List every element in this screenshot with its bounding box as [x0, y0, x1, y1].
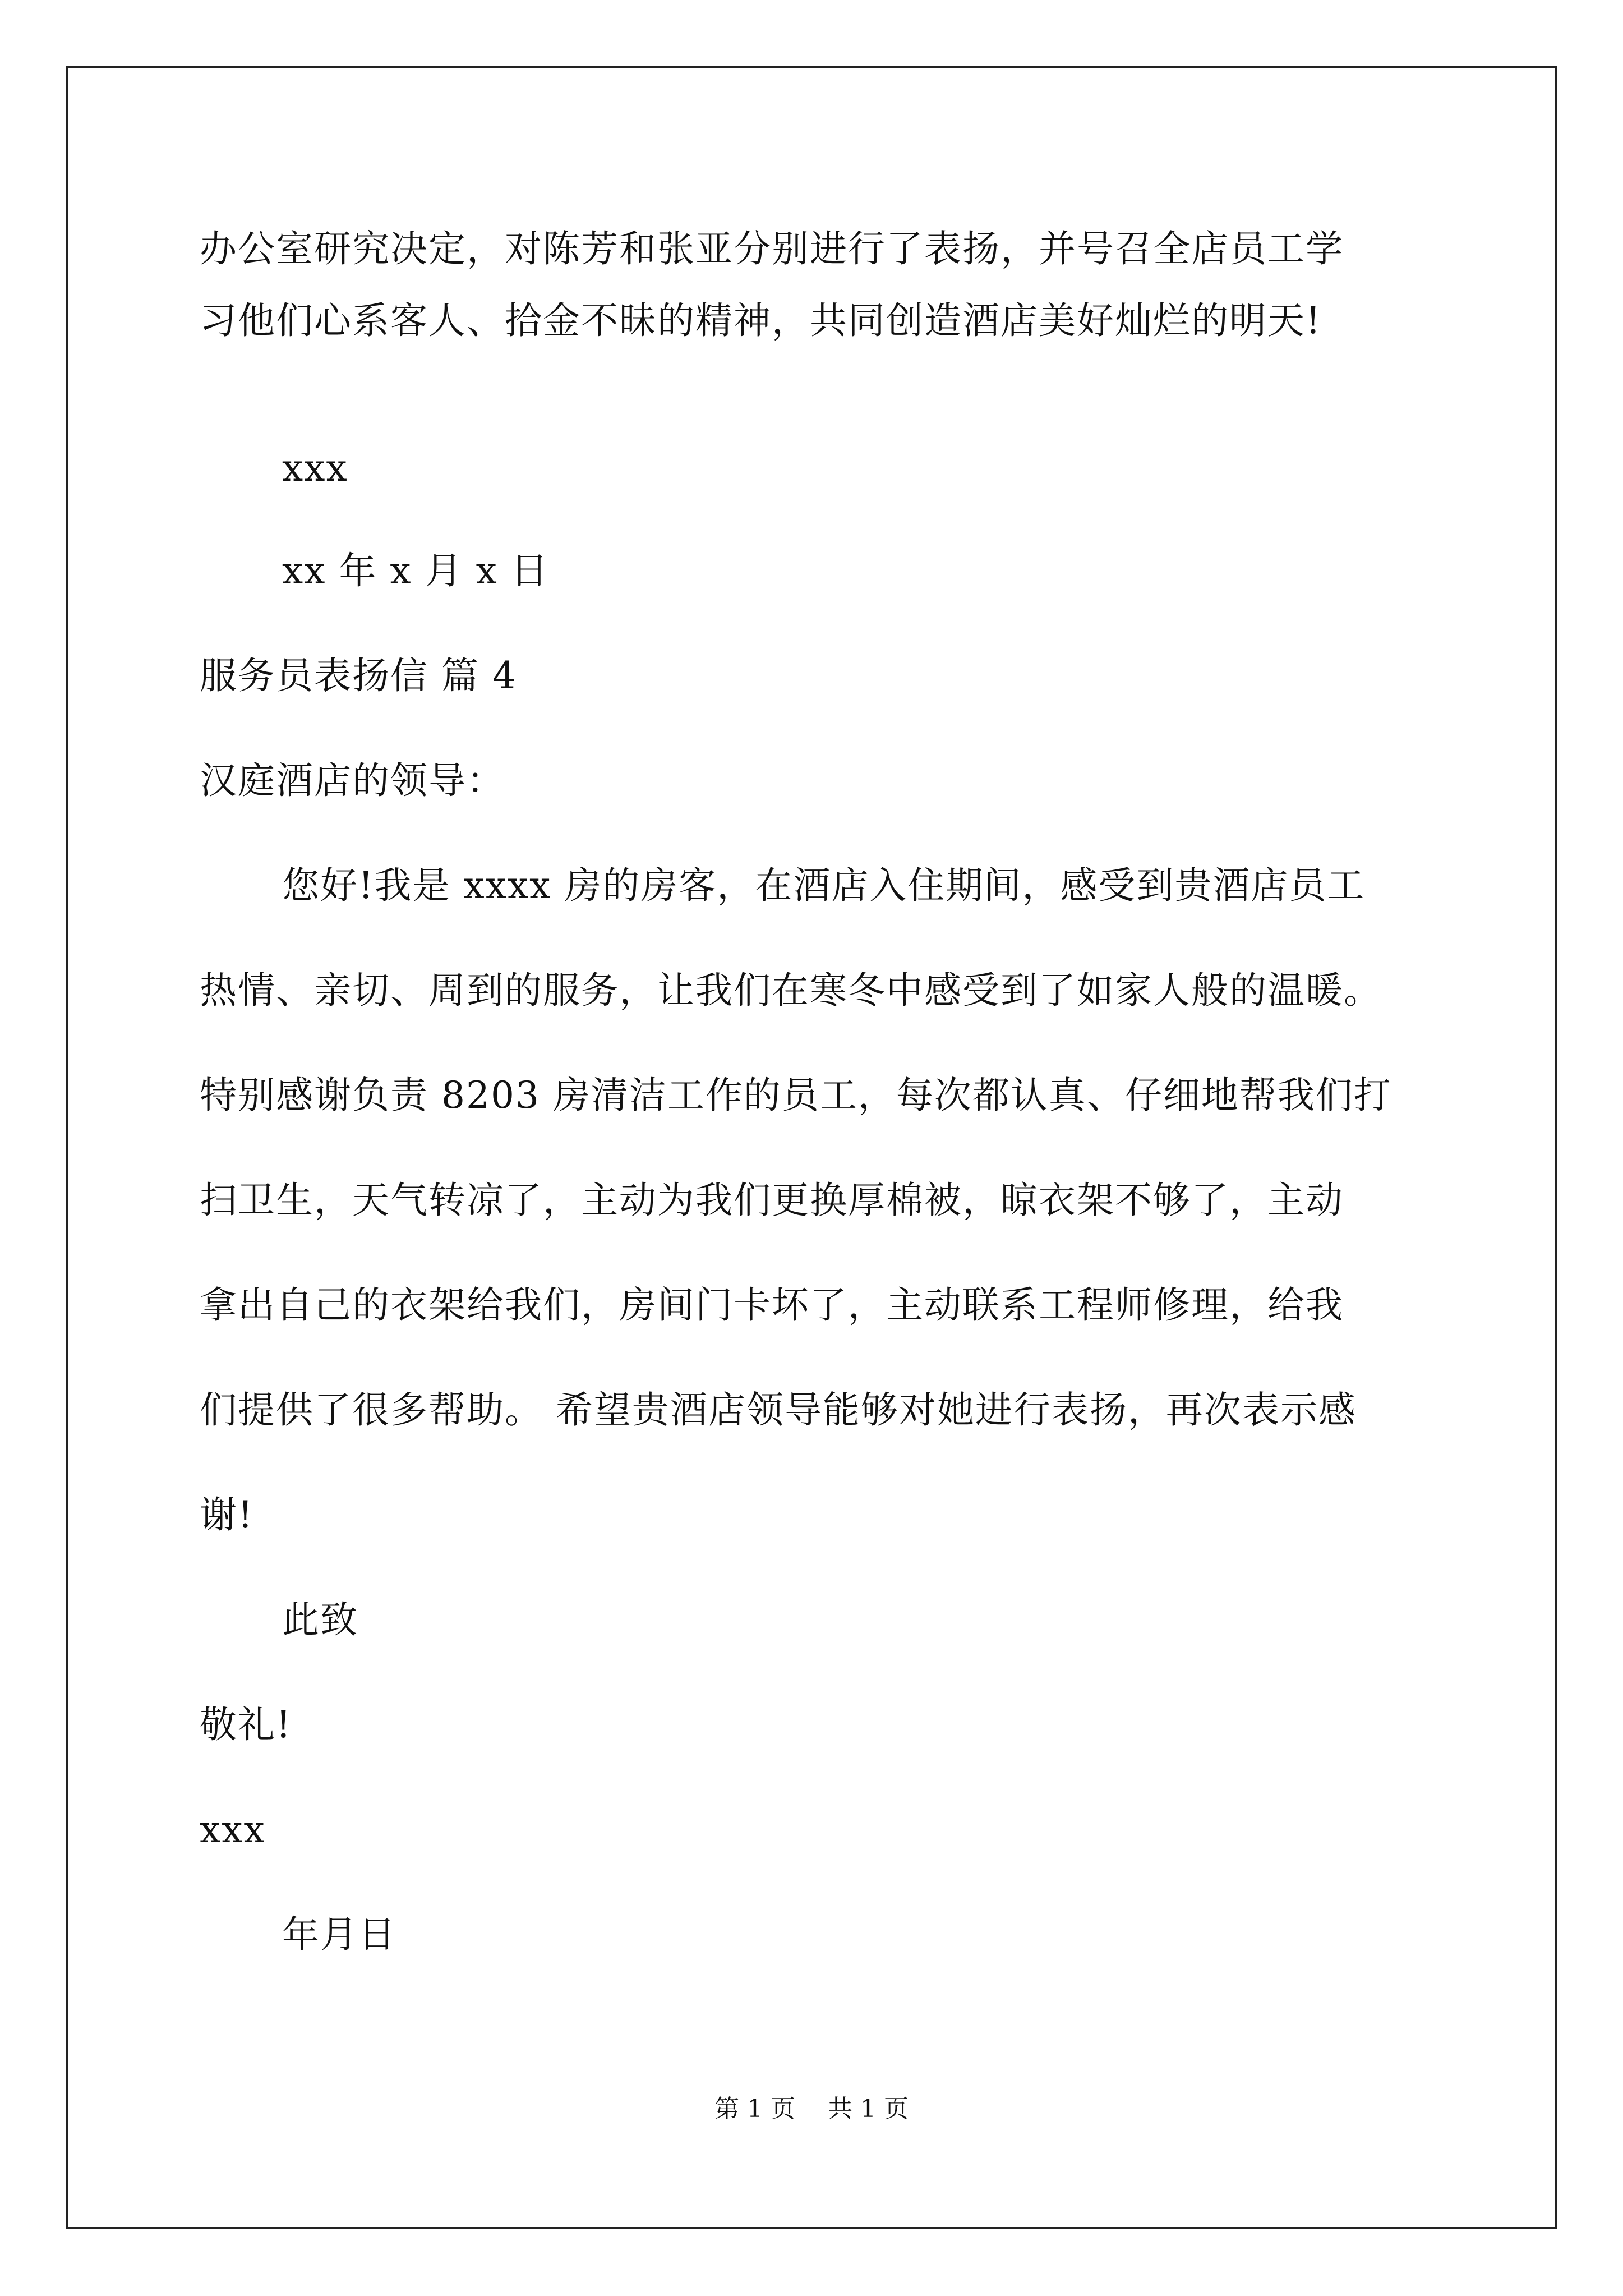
signature-name: xxx	[282, 447, 348, 490]
letter-body-line-1: 您好!我是 xxxx 房的房客，在酒店入住期间，感受到贵酒店员工	[282, 864, 1366, 907]
letter-regards: 敬礼!	[200, 1703, 292, 1746]
page-border	[66, 66, 1557, 2229]
section-heading: 服务员表扬信 篇 4	[200, 654, 517, 697]
letter-body-line-5: 拿出自己的衣架给我们，房间门卡坏了，主动联系工程师修理，给我	[200, 1283, 1344, 1327]
letter-body-line-2: 热情、亲切、周到的服务，让我们在寒冬中感受到了如家人般的温暖。	[200, 969, 1382, 1012]
letter-body-line-6: 们提供了很多帮助。 希望贵酒店领导能够对她进行表扬，再次表示感	[200, 1388, 1357, 1432]
signature-date: xx 年 x 月 x 日	[282, 549, 549, 592]
letter-body-line-3: 特别感谢负责 8203 房清洁工作的员工，每次都认真、仔细地帮我们打	[200, 1074, 1392, 1117]
letter-signature-date: 年月日	[282, 1913, 396, 1956]
letter-closing: 此致	[282, 1598, 358, 1641]
letter-salutation: 汉庭酒店的领导：	[200, 759, 505, 802]
letter-body-line-7: 谢!	[200, 1493, 254, 1536]
page-footer: 第 1 页 共 1 页	[714, 2095, 909, 2123]
body-line-2: 习他们心系客人、拾金不昧的精神，共同创造酒店美好灿烂的明天!	[200, 299, 1322, 342]
letter-body-line-4: 扫卫生，天气转凉了，主动为我们更换厚棉被，晾衣架不够了，主动	[200, 1179, 1344, 1222]
body-line-1: 办公室研究决定，对陈芳和张亚分别进行了表扬，并号召全店员工学	[200, 227, 1344, 270]
letter-signature-name: xxx	[200, 1808, 266, 1851]
